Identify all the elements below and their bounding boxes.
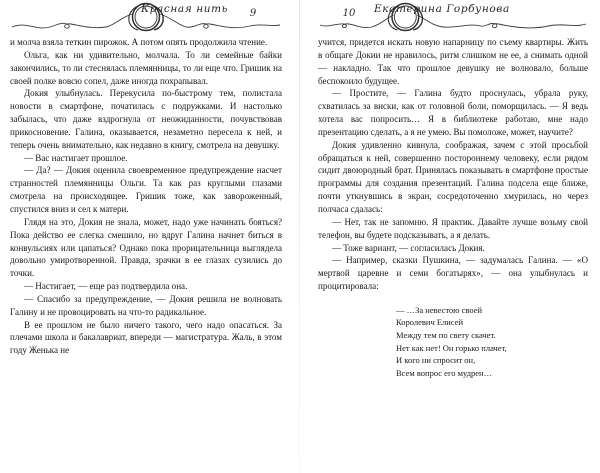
page-gutter: [299, 0, 300, 473]
dialogue-line: — Простите, — Галина будто проснулась, убрала руку, схватилась за виски, как от головной боли, поморщилась. — Я ведь хотела вас попросить… Я в библиотеке работаю, мне надо презентацию сделать, а я не умею. Вы помоложе, может, научите?: [318, 88, 588, 137]
dialogue-line: — Настигает, — еще раз подтвердила она.: [24, 281, 188, 292]
left-running-head-title: Красная нить: [140, 3, 228, 15]
right-page-text-column: [318, 36, 588, 379]
verse-line: Нет как нет! Он горько плачет,: [396, 342, 507, 353]
paragraph: и молча взяла теткин пирожок. А потом опять продолжила чтение.: [10, 37, 268, 47]
verse-line: И кого ни спросит он,: [396, 355, 476, 366]
left-page-text-column: [10, 36, 282, 357]
verse-line: — …За невестою своей: [396, 304, 483, 315]
verse-line: Королевич Елисей: [396, 317, 464, 328]
paragraph: Докия удивленно кивнула, соображая, зачем с этой просьбой обращаться к ней, совершенно постороннему человеку, если рядом сидит двоюродный брат. Принялась показывать в смартфоне простые программы для создания презентаций. Галина подселa еще ближе, почти уткнувшись в экран, сосредоточенно хмурилась, но через полчаса сдалась:: [318, 139, 588, 214]
dialogue-line: — Нет, так не запомню. Я практик. Давайте лучше возьму свой телефон, вы будете подсказывать, а я делать.: [318, 216, 588, 240]
paragraph: учится, придется искать новую напарницу по съему квартиры. Жить в общаге Докии не нравилось, ритм слишком не ее, а снимать одной — накладно. Так что прошлое девушку не волновало, больше беспокоило будущее.: [318, 37, 588, 86]
right-running-head-title: Екатерина Горбунова: [374, 3, 510, 15]
right-running-head: [318, 0, 588, 36]
left-page-number: 9: [249, 8, 257, 19]
right-page: [300, 0, 600, 473]
paragraph: Глядя на это, Докия не знала, может, надо уже начинать бояться? Пока действо ее слегка смешило, но вдруг Галина начнет биться в конвульсиях или цапаться? Однако пока прорицательница выглядела довольно умиротворенной. Правда, зрачки в ее глазах сузились до точки.: [10, 216, 282, 279]
dialogue-line: — Да? — Докия оценила своевременное предупреждение насчет странностей племянницы Ольги. Та как раз круглыми глазами смотрела на происходящее. Гришик тоже, как завороженный, спустился вниз и сел к матери.: [10, 165, 282, 214]
right-page-number: 10: [342, 8, 356, 19]
paragraph: Ольга, как ни удивительно, молчала. То ли семейные байки закончились, то ли стеснялась племянницы, то ли еще что. Гришик на своей полке вовсю сопел, даже иногда похрапывал.: [10, 49, 282, 86]
verse-quote: [318, 304, 588, 380]
left-running-head: [10, 0, 282, 36]
paragraph: В ее прошлом не было ничего такого, чего надо опасаться. За плечами школа и бакалавриат, впереди — магистратура. Жаль, в этом году Женька не: [10, 319, 282, 356]
dialogue-line: — Тоже вариант, — согласилась Докия.: [332, 242, 485, 253]
verse-line: Между тем по свету скачет.: [396, 330, 496, 341]
dialogue-line: — Спасибо за предупреждение, — Докия решила не волновать Галину и не провоцировать на что-то радикальное.: [10, 293, 282, 317]
verse-line: Всем вопрос его мудрен…: [396, 367, 493, 378]
dialogue-line: — Вас настигает прошлое.: [24, 152, 128, 163]
paragraph: Докия улыбнулась. Перекусила по-быстрому тем, полистала новости в смартфоне, початилась с подружками. И настолько забылась, что даже вздрогнула от неожиданности, почувствовав прикосновение. Галина, оказывается, незаметно пересела к ней, и теперь очень внимательно, как недавно в книгу, смотрела на девушку.: [10, 88, 282, 150]
dialogue-line: — Например, сказки Пушкина, — задумалась Галина. — «О мертвой царевне и семи богатырях», — она улыбнулась и процитировала:: [318, 255, 588, 292]
